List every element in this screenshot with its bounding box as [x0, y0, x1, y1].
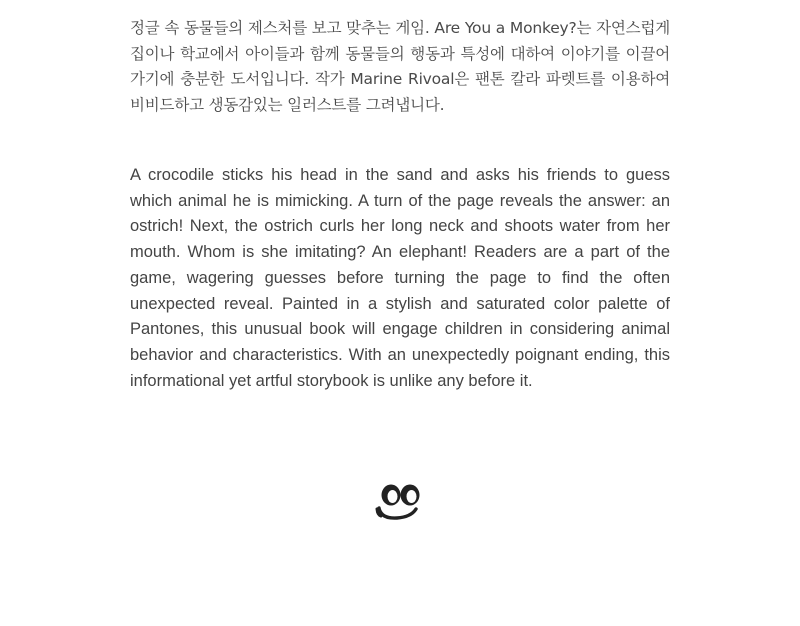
description-english: A crocodile sticks his head in the sand and asks his friends to guess which animal he is mimicking. A turn of the page reveals the answer: an ostrich! Next, the ostrich curls her long neck and shoots water from her mouth. Whom is she imitating? An elephant! Readers are a part of the game, wagering guesses before turning the page to find the often unexpected reveal. Painted in a stylish and saturated color palette of Pantones, this unusual book will engage children in considering animal behavior and characteristics. With an unexpectedly poignant ending, this informational yet artful storybook is unlike any before it.	[130, 166, 670, 390]
book-description	[130, 16, 670, 394]
smiley-eyes-logo-icon	[375, 480, 425, 522]
description-korean: 정글 속 동물들의 제스처를 보고 맞추는 게임. Are You a Monkey?는 자연스럽게 집이나 학교에서 아이들과 함께 동물들의 행동과 특성에 대하여 이야기를 이끌어가기에 충분한 도서입니다. 작가 Marine Rivoal은 팬톤 칼라 파렛트를 이용하여 비비드하고 생동감있는 일러스트를 그려냅니다.	[130, 19, 670, 114]
